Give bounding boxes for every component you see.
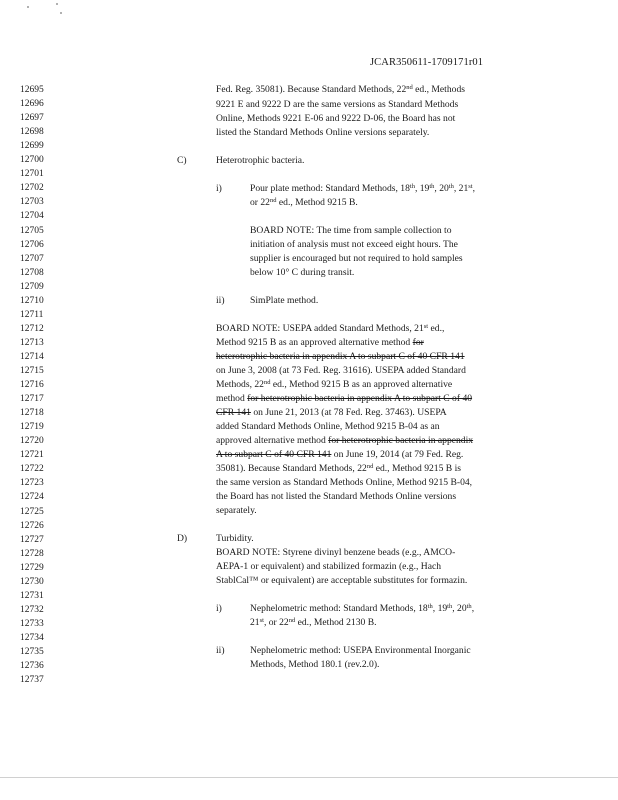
board-note: added Standard Methods Online, Method 9215 B-04 as an [216,421,440,432]
line-number: 12736 [20,661,44,672]
body-line: Fed. Reg. 35081). Because Standard Methods, 22nd ed., Methods [216,84,465,95]
bottom-rule [0,777,618,778]
board-note: separately. [216,505,257,516]
board-note: 35081). Because Standard Methods, 22nd ed., Method 9215 B is [216,463,461,474]
section-title-turbidity: Turbidity. [216,533,254,544]
line-number: 12707 [20,253,44,264]
body-line: Online, Methods 9221 E-06 and 9222 D-06, the Board has not [216,113,456,124]
line-number: 12713 [20,337,44,348]
board-note: BOARD NOTE: The time from sample collection to [250,225,452,236]
line-number: 12726 [20,520,44,531]
line-number: 12728 [20,548,44,559]
line-number: 12733 [20,618,44,629]
body-line: SimPlate method. [250,295,319,306]
struck-text: heterotrophic bacteria in appendix A to subpart C of 40 CFR 141 [216,351,465,362]
board-note: CFR 141 on June 21, 2013 (at 78 Fed. Reg. 37463). USEPA [216,407,447,418]
line-number: 12697 [20,113,44,124]
line-number: 12731 [20,590,44,601]
document-id: JCAR350611-1709171r01 [370,57,484,68]
line-number: 12719 [20,422,44,433]
body-line: 9221 E and 9222 D are the same versions as Standard Methods [216,99,459,110]
line-number: 12695 [20,85,44,95]
line-number: 12709 [20,281,44,292]
board-note: method for heterotrophic bacteria in appendix A to subpart C of 40 [216,393,473,404]
line-number: 12710 [20,295,44,306]
board-note: A to subpart C of 40 CFR 141 on June 19, 2014 (at 79 Fed. Reg. [216,449,464,460]
line-number: 12714 [20,351,44,362]
board-note: Methods, 22nd ed., Method 9215 B as an approved alternative [216,379,453,390]
item-label-di: i) [216,603,222,614]
scan-speck [60,12,62,14]
body-line: or 22nd ed., Method 9215 B. [250,197,358,208]
board-note: below 10° C during transit. [250,267,355,278]
board-note: the Board has not listed the Standard Methods Online versions [216,491,457,502]
line-number: 12722 [20,464,44,475]
line-number: 12732 [20,604,44,615]
body-line: Methods, Method 180.1 (rev.2.0). [250,659,380,670]
section-title-heterotrophic: Heterotrophic bacteria. [216,155,305,166]
body-line: listed the Standard Methods Online versions separately. [216,127,430,138]
line-number: 12704 [20,211,44,222]
scan-speck [27,6,29,8]
line-number: 12734 [20,632,44,643]
line-number: 12706 [20,239,44,250]
line-number: 12705 [20,225,44,236]
line-number: 12699 [20,141,44,152]
scan-speck [56,3,58,5]
line-number: 12737 [20,675,44,686]
line-number: 12724 [20,492,44,503]
line-number: 12698 [20,127,44,138]
board-note: StablCal™ or equivalent) are acceptable substitutes for formazin. [216,575,468,586]
body-line: Nephelometric method: Standard Methods, 18th, 19th, 20th, [250,603,475,614]
line-number: 12715 [20,366,44,376]
section-label-d: D) [177,533,188,544]
line-number: 12716 [20,380,44,391]
line-number: 12735 [20,647,44,657]
board-note: Method 9215 B as an approved alternative method for [216,337,424,348]
line-number: 12717 [20,394,44,405]
board-note: initiation of analysis must not exceed eight hours. The [250,239,458,250]
section-label-c: C) [177,155,187,166]
line-number: 12712 [20,323,44,334]
item-label-ci: i) [216,183,222,194]
line-number: 12708 [20,267,44,278]
board-note: on June 3, 2008 (at 73 Fed. Reg. 31616). USEPA added Standard [216,365,466,376]
board-note: BOARD NOTE: USEPA added Standard Methods, 21st ed., [216,323,445,334]
line-number: 12727 [20,534,44,545]
line-number: 12700 [20,155,44,166]
line-number: 12721 [20,450,44,461]
line-number: 12711 [20,309,44,320]
board-note: AEPA-1 or equivalent) and stabilized formazin (e.g., Hach [216,561,442,572]
body-line: Pour plate method: Standard Methods, 18th, 19th, 20th, 21st, [250,183,475,194]
line-number: 12720 [20,436,44,447]
line-number: 12729 [20,562,44,573]
line-number: 12718 [20,408,44,419]
line-number: 12730 [20,576,44,587]
line-number: 12701 [20,169,44,180]
board-note: the same version as Standard Methods Online, Method 9215 B-04, [216,477,473,488]
board-note: BOARD NOTE: Styrene divinyl benzene beads (e.g., AMCO- [216,547,456,558]
body-line: Nephelometric method: USEPA Environmental Inorganic [250,645,471,656]
board-note: approved alternative method for heterotrophic bacteria in appendix [216,435,474,446]
line-number: 12696 [20,99,44,110]
board-note: supplier is encouraged but not required to hold samples [250,253,463,264]
item-label-dii: ii) [216,645,225,656]
line-number: 12725 [20,506,44,517]
line-number: 12703 [20,197,44,208]
line-number: 12702 [20,183,44,194]
line-number: 12723 [20,478,44,489]
item-label-cii: ii) [216,295,225,306]
body-line: 21st, or 22nd ed., Method 2130 B. [250,617,377,628]
